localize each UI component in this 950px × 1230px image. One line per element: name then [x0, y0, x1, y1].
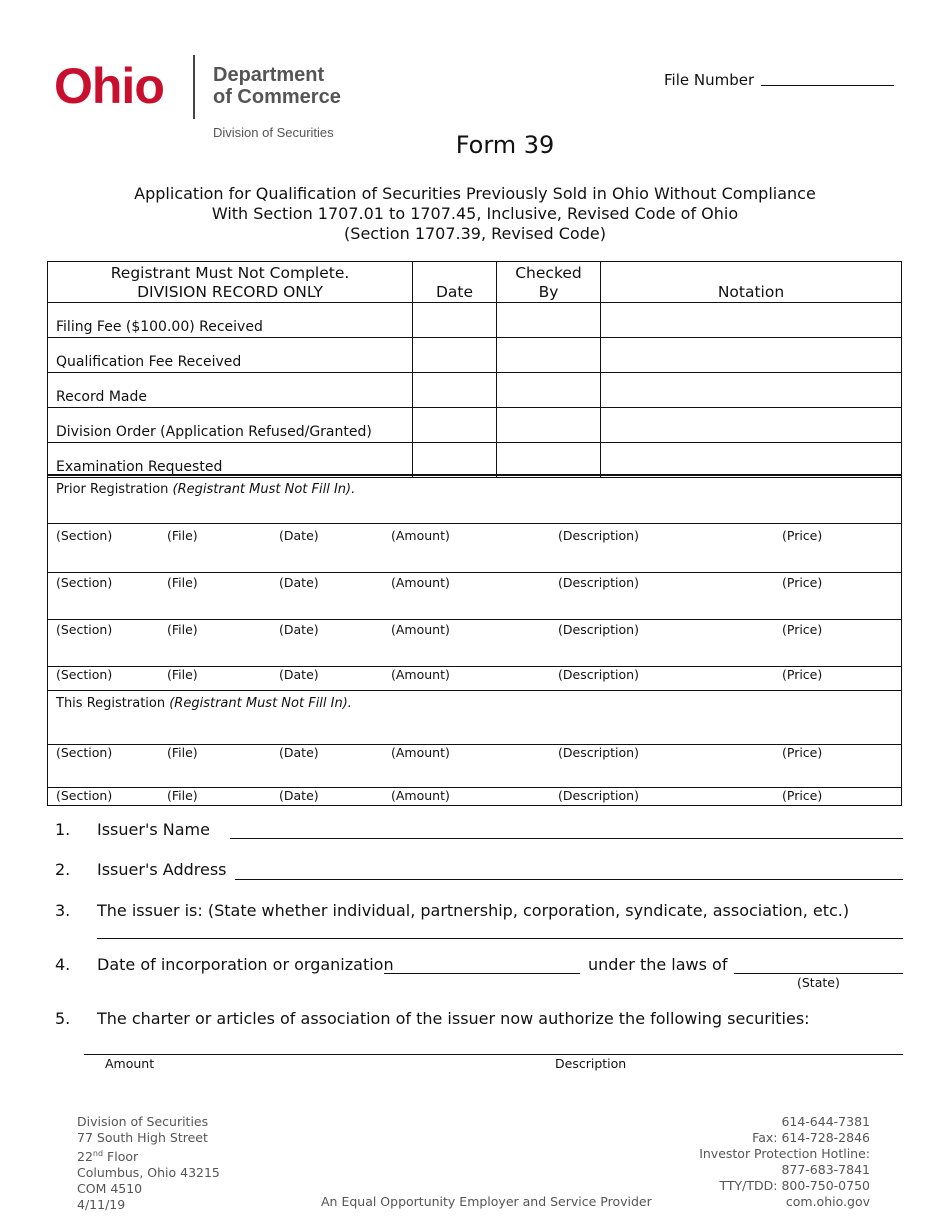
subtitle-line: Application for Qualification of Securities Previously Sold in Ohio Without Compliance: [134, 184, 816, 203]
footer-line: 4/11/19: [77, 1197, 126, 1213]
prior-registration-row[interactable]: [47, 524, 902, 573]
state-caption: (State): [797, 975, 840, 990]
securities-field[interactable]: [84, 1054, 903, 1055]
field-file: (File): [167, 575, 198, 590]
floor-number: 22: [77, 1149, 93, 1165]
issuer-address-field[interactable]: [235, 879, 903, 880]
notation-cell[interactable]: [601, 338, 902, 373]
state-field[interactable]: [734, 973, 903, 974]
field-description: (Description): [558, 667, 639, 682]
col-registrant-line1: Registrant Must Not Complete.: [110, 264, 350, 282]
table-header-row: [48, 262, 902, 303]
field-amount: (Amount): [391, 745, 450, 760]
table-row: [48, 303, 902, 338]
this-registration-header: [47, 691, 902, 745]
this-registration-row[interactable]: [47, 788, 902, 806]
field-section: (Section): [56, 667, 113, 682]
field-price: (Price): [782, 622, 823, 637]
footer-line: Investor Protection Hotline:: [699, 1146, 870, 1161]
subtitle-line: (Section 1707.39, Revised Code): [344, 224, 606, 243]
field-amount: (Amount): [391, 528, 450, 543]
q3-number: 3.: [55, 901, 71, 920]
field-price: (Price): [782, 788, 823, 803]
field-description: (Description): [558, 622, 639, 637]
footer-equal-opportunity: An Equal Opportunity Employer and Service Provider: [321, 1194, 652, 1209]
date-cell[interactable]: [413, 408, 497, 443]
field-price: (Price): [782, 528, 823, 543]
field-file: (File): [167, 745, 198, 760]
q2-label: Issuer's Address: [97, 860, 227, 879]
checked-by-cell[interactable]: [497, 408, 601, 443]
this-registration-note: (Registrant Must Not Fill In).: [169, 696, 352, 711]
department-name: [213, 64, 341, 108]
field-section: (Section): [56, 745, 113, 760]
notation-cell[interactable]: [601, 303, 902, 338]
form-subtitle: [0, 184, 950, 244]
field-date: (Date): [279, 575, 319, 590]
floor-suffix: nd: [92, 1149, 104, 1158]
field-amount: (Amount): [391, 788, 450, 803]
field-date: (Date): [279, 528, 319, 543]
footer-line: 77 South High Street: [77, 1130, 208, 1145]
field-amount: (Amount): [391, 575, 450, 590]
notation-cell[interactable]: [601, 373, 902, 408]
prior-registration-row[interactable]: [47, 667, 902, 691]
footer-line: Division of Securities: [77, 1114, 209, 1129]
q4-laws-label: under the laws of: [588, 955, 728, 974]
date-cell[interactable]: [413, 373, 497, 408]
row-label: Division Order (Application Refused/Granted): [48, 408, 413, 443]
field-description: (Description): [558, 528, 639, 543]
field-date: (Date): [279, 745, 319, 760]
issuer-name-field[interactable]: [230, 838, 903, 839]
incorporation-date-field[interactable]: [384, 973, 580, 974]
field-amount: (Amount): [391, 622, 450, 637]
checked-by-cell[interactable]: [497, 373, 601, 408]
footer-line: Fax: 614-728-2846: [752, 1130, 870, 1145]
prior-registration-row[interactable]: [47, 573, 902, 620]
field-file: (File): [167, 622, 198, 637]
field-description: (Description): [558, 745, 639, 760]
ohio-logo: Ohio: [54, 58, 164, 114]
row-label: Examination Requested: [48, 443, 413, 478]
field-file: (File): [167, 788, 198, 803]
field-section: (Section): [56, 528, 113, 543]
field-date: (Date): [279, 788, 319, 803]
q4-number: 4.: [55, 955, 71, 974]
checked-by-cell[interactable]: [497, 303, 601, 338]
footer-line: COM 4510: [77, 1181, 143, 1197]
logo-divider: [193, 55, 195, 119]
this-registration-label: [56, 696, 352, 711]
q5-number: 5.: [55, 1009, 71, 1028]
row-label: Filing Fee ($100.00) Received: [48, 303, 413, 338]
footer-line: 877-683-7841: [781, 1162, 870, 1177]
field-price: (Price): [782, 745, 823, 760]
prior-registration-label: [56, 482, 355, 497]
col-registrant: [48, 262, 413, 303]
q4-label: Date of incorporation or organization: [97, 955, 394, 974]
col-checked-line2: By: [538, 283, 559, 301]
q1-label: Issuer's Name: [97, 820, 210, 839]
date-cell[interactable]: [413, 338, 497, 373]
division-record-table: [47, 261, 902, 478]
q5-label: The charter or articles of association of the issuer now authorize the following securities:: [97, 1009, 810, 1028]
table-gap: [47, 466, 902, 475]
file-number-field[interactable]: [761, 85, 894, 86]
q1-number: 1.: [55, 820, 71, 839]
row-label: Qualification Fee Received: [48, 338, 413, 373]
file-number-label: File Number: [664, 71, 755, 89]
field-amount: (Amount): [391, 667, 450, 682]
floor-text: Floor: [103, 1149, 139, 1165]
notation-cell[interactable]: [601, 408, 902, 443]
subtitle-line: With Section 1707.01 to 1707.45, Inclusive, Revised Code of Ohio: [211, 204, 739, 223]
footer-address: [77, 1114, 220, 1213]
table-row: [48, 373, 902, 408]
field-date: (Date): [279, 622, 319, 637]
field-section: (Section): [56, 622, 113, 637]
field-file: (File): [167, 667, 198, 682]
issuer-type-field[interactable]: [97, 938, 903, 939]
this-registration-row[interactable]: [47, 745, 902, 788]
q2-number: 2.: [55, 860, 71, 879]
this-registration-title: This Registration: [56, 696, 166, 711]
department-line2: of Commerce: [213, 86, 341, 108]
footer-line: Columbus, Ohio 43215: [77, 1165, 220, 1181]
amount-caption: Amount: [105, 1056, 155, 1071]
row-label: Record Made: [48, 373, 413, 408]
prior-registration-header: [47, 475, 902, 524]
field-description: (Description): [558, 575, 639, 590]
field-section: (Section): [56, 575, 113, 590]
field-price: (Price): [782, 575, 823, 590]
col-checked-by: [497, 262, 601, 303]
footer-floor: [77, 1146, 220, 1165]
col-date: Date: [413, 262, 497, 303]
division-name: Division of Securities: [213, 125, 334, 140]
prior-registration-title: Prior Registration: [56, 482, 169, 497]
col-registrant-line2: DIVISION RECORD ONLY: [137, 283, 323, 301]
date-cell[interactable]: [413, 303, 497, 338]
footer-line: TTY/TDD: 800-750-0750: [719, 1178, 870, 1193]
footer-contact: [699, 1114, 870, 1210]
footer-link[interactable]: com.ohio.gov: [785, 1194, 870, 1209]
q3-label: The issuer is: (State whether individual, partnership, corporation, syndicate, association, etc.): [97, 901, 850, 920]
checked-by-cell[interactable]: [497, 338, 601, 373]
field-section: (Section): [56, 788, 113, 803]
field-price: (Price): [782, 667, 823, 682]
prior-registration-note: (Registrant Must Not Fill In).: [172, 482, 356, 497]
col-checked-line1: Checked: [515, 264, 582, 282]
footer-line: 614-644-7381: [781, 1114, 870, 1129]
field-date: (Date): [279, 667, 319, 682]
table-row: [48, 408, 902, 443]
description-caption: Description: [555, 1056, 627, 1071]
prior-registration-row[interactable]: [47, 620, 902, 667]
col-notation: Notation: [601, 262, 902, 303]
field-file: (File): [167, 528, 198, 543]
department-line1: Department: [213, 64, 325, 86]
field-description: (Description): [558, 788, 639, 803]
table-row: [48, 338, 902, 373]
form-title: Form 39: [455, 131, 555, 159]
